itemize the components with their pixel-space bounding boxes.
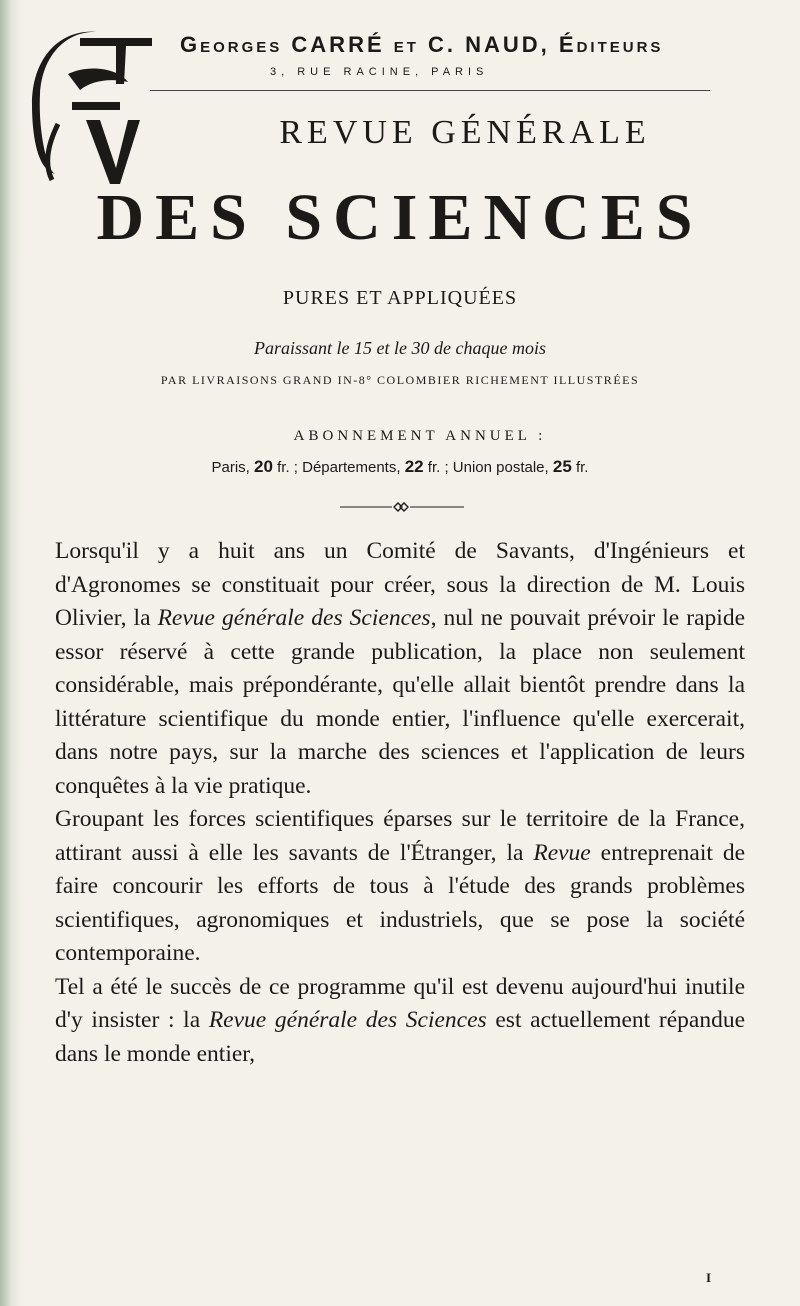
paragraph-2: Groupant les forces scientifiques éparses sur le territoire de la France, attirant aussi à elle les savants de l'Étranger, la Revue entreprenait de faire concourir les efforts de tous à l'étude des grands problèmes scientifiques, agronomiques et industriels, que se pose la société contemporaine. [55, 806, 746, 966]
ornament-divider-icon [340, 502, 464, 512]
journal-title-ref: Revue générale des Sciences [157, 605, 431, 631]
publication-format: PAR LIVRAISONS GRAND IN-8° COLOMBIER RICHEMENT ILLUSTRÉES [160, 373, 640, 387]
publication-frequency: Paraissant le 15 et le 30 de chaque mois [254, 338, 546, 358]
title-line-2: DES SCIENCES [96, 181, 704, 254]
paragraph-3: Tel a été le succès de ce programme qu'il est devenu aujourd'hui inutile d'y insister : la Revue générale des Sciences est actuellement répandue dans le monde entier, [55, 973, 746, 1067]
journal-title-ref: Revue générale des Sciences [208, 1007, 487, 1033]
title-line-1: REVUE GÉNÉRALE [279, 114, 651, 151]
subscription-heading: ABONNEMENT ANNUEL : [293, 428, 547, 444]
union-label: Union postale, [452, 459, 549, 476]
header-rule [150, 90, 710, 91]
publisher-name: Georges CARRÉ et C. NAUD, Éditeurs [180, 32, 664, 57]
page-number: I [706, 1270, 712, 1285]
union-price: 25 [552, 457, 572, 476]
departements-price: 22 [404, 457, 424, 476]
union-currency: fr. [575, 459, 589, 476]
subscription-prices [0, 457, 800, 477]
journal-title-ref: Revue [533, 839, 591, 866]
departements-currency: fr. ; [427, 459, 449, 476]
paris-label: Paris, [211, 459, 250, 476]
paris-currency: fr. ; [277, 459, 298, 476]
paris-price: 20 [254, 457, 273, 476]
publisher-monogram-icon [28, 24, 158, 184]
body-text [55, 535, 745, 1071]
title-line-3: PURES ET APPLIQUÉES [282, 287, 518, 309]
departements-label: Départements, [302, 459, 401, 476]
paragraph-1: Lorsqu'il y a huit ans un Comité de Savants, d'Ingénieurs et d'Agronomes se constituait pour créer, sous la direction de M. Louis Olivier, la Revue générale des Sciences, nul ne pouvait prévoir le rapide essor réservé à cette grande publication, la place non seulement considérable, mais prépondérante, qu'elle allait bientôt prendre dans la littérature scientifique du monde entier, l'influence qu'elle exercerait, dans notre pays, sur la marche des sciences et l'application de leurs conquêtes à la vie pratique. [55, 538, 746, 799]
publisher-address: 3, RUE RACINE, PARIS [270, 66, 489, 78]
